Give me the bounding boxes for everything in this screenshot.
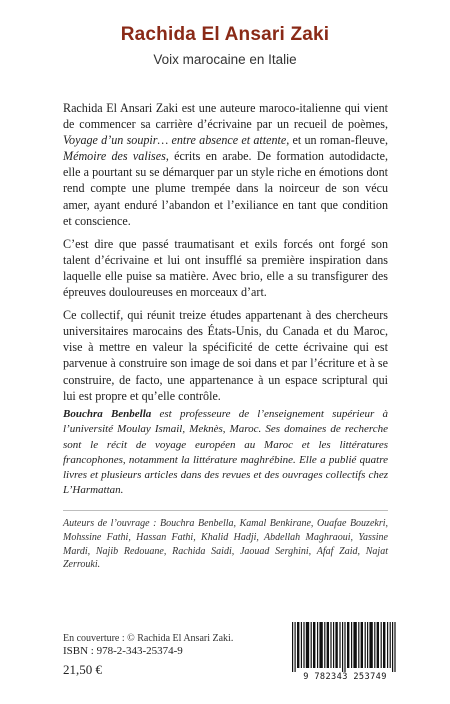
blurb-paragraph-3: Ce collectif, qui réunit treize études appartenant à des chercheurs universitaires marocains des États-Unis, du Canada et du Maroc, vise à mettre en valeur la spécificité de cette écrivaine qui est parvenue à construire son image de soi dans et par l’écriture et à se construire, de facto, une appartenance à un espace scriptural qui lui est propre et qu’elle contrôle. xyxy=(63,308,388,403)
cover-credit: En couverture : © Rachida El Ansari Zaki. xyxy=(63,633,234,644)
editor-name: Bouchra Benbella xyxy=(63,408,152,420)
blurb-paragraph-2: C’est dire que passé traumatisant et exils forcés ont forgé son talent d’écrivaine et lui ont insufflé sa première inspiration dans laquelle elle puise sa matière. Avec brio, elle a su transfigurer des épreuves douloureuses en morceaux d’art. xyxy=(63,236,388,300)
book-author-title: Rachida El Ansari Zaki xyxy=(120,24,330,45)
book-subtitle: Voix marocaine en Italie xyxy=(153,52,297,67)
barcode-bars-icon xyxy=(290,622,400,672)
isbn: ISBN : 978-2-343-25374-9 xyxy=(63,645,183,657)
blurb-paragraph-1 xyxy=(63,100,388,229)
blurb-text: , et un roman-fleuve, xyxy=(286,133,388,148)
work-title-2: Mémoire des valises xyxy=(63,149,166,164)
work-title-1: Voyage d’un soupir… entre absence et attente xyxy=(63,133,287,148)
barcode-digits: 9 782343 253749 xyxy=(303,672,387,682)
price: 21,50 € xyxy=(63,662,102,677)
blurb-text: , écrits en arabe. De formation autodidacte, elle a pourtant su se démarquer par un style riche en émotions dont rend compte une plume trempée dans la noirceur de son vécu amer, ayant enduré l’abandon et l’exiliance en tant que condition et conscience. xyxy=(63,149,388,228)
blurb xyxy=(63,100,388,411)
editor-bio-text: est professeure de l’enseignement supérieur à l’université Moulay Ismail, Meknès, Maroc. Ses domaines de recherche sont le récit de voyage européen au Maroc et les littératures francophones, notamment la littérature maghrébine. Elle a publié quatre livres et plusieurs articles dans des revues et des ouvrages collectifs chez L’Harmattan. xyxy=(63,408,388,497)
contributors-list: Auteurs de l’ouvrage : Bouchra Benbella, Kamal Benkirane, Ouafae Bouzekri, Mohssine Fathi, Hassan Fathi, Khalid Hadji, Abdellah Maghraoui, Yassine Mardi, Najib Redouane, Rachida Saidi, Jaouad Serghini, Afaf Zaid, Najat Zerrouki. xyxy=(63,518,388,571)
editor-bio xyxy=(63,407,388,499)
divider xyxy=(63,510,388,511)
blurb-text: Rachida El Ansari Zaki est une auteure maroco-italienne qui vient de commencer sa carrière d’écrivaine par un recueil de poèmes, xyxy=(63,101,388,132)
